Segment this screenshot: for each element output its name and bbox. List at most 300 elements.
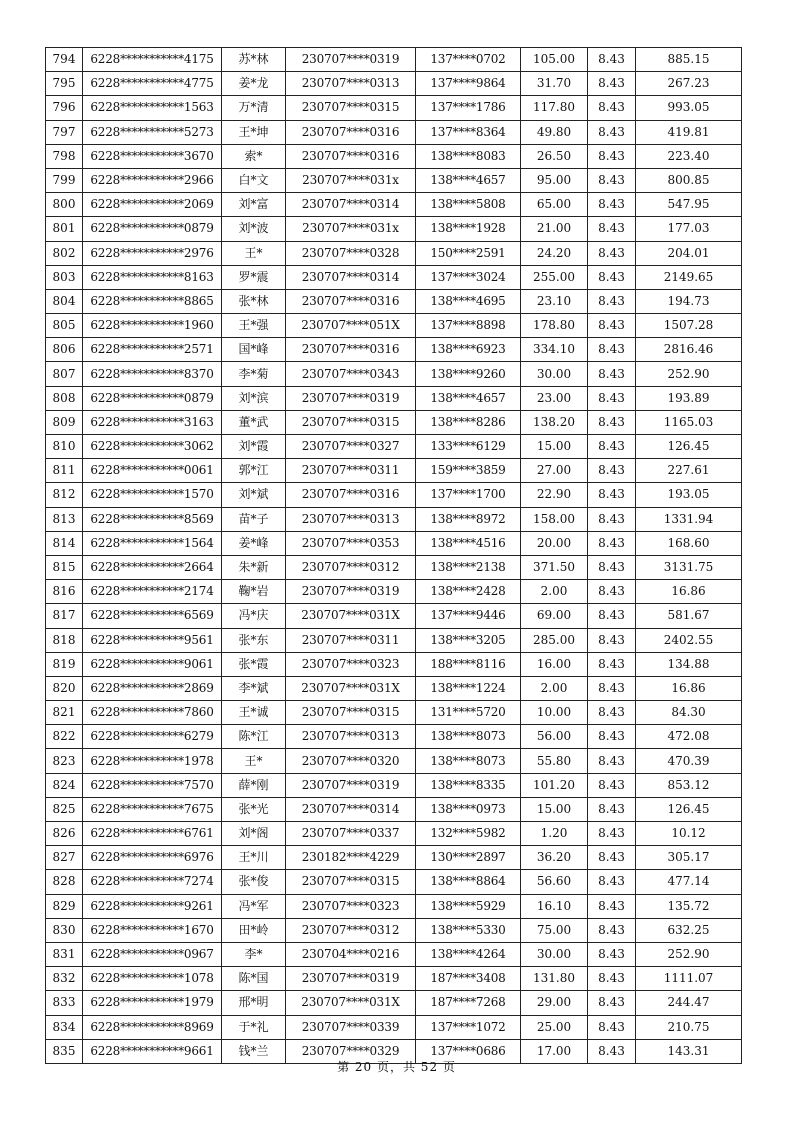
table-row <box>46 362 742 386</box>
table-row <box>46 314 742 338</box>
name-cell: 张*东 <box>222 628 286 652</box>
quantity-cell: 55.80 <box>521 749 588 773</box>
quantity-cell: 36.20 <box>521 846 588 870</box>
row-number-cell: 831 <box>46 942 83 966</box>
id-number-cell: 230707****0343 <box>286 362 416 386</box>
quantity-cell: 15.00 <box>521 797 588 821</box>
amount-cell: 800.85 <box>636 168 742 192</box>
unit-price-cell: 8.43 <box>588 265 636 289</box>
phone-cell: 188****8116 <box>416 652 521 676</box>
row-number-cell: 810 <box>46 435 83 459</box>
id-number-cell: 230707****0315 <box>286 96 416 120</box>
id-number-cell: 230707****031x <box>286 217 416 241</box>
row-number-cell: 812 <box>46 483 83 507</box>
name-cell: 王*川 <box>222 846 286 870</box>
id-number-cell: 230707****0329 <box>286 1039 416 1063</box>
quantity-cell: 24.20 <box>521 241 588 265</box>
quantity-cell: 27.00 <box>521 459 588 483</box>
amount-cell: 193.05 <box>636 483 742 507</box>
name-cell: 王*坤 <box>222 120 286 144</box>
row-number-cell: 794 <box>46 48 83 72</box>
quantity-cell: 31.70 <box>521 72 588 96</box>
name-cell: 张*霞 <box>222 652 286 676</box>
bank-card-cell: 6228***********8969 <box>83 1015 222 1039</box>
id-number-cell: 230707****031X <box>286 604 416 628</box>
phone-cell: 137****8898 <box>416 314 521 338</box>
amount-cell: 1165.03 <box>636 410 742 434</box>
bank-card-cell: 6228***********6761 <box>83 822 222 846</box>
quantity-cell: 101.20 <box>521 773 588 797</box>
row-number-cell: 818 <box>46 628 83 652</box>
table-row <box>46 48 742 72</box>
phone-cell: 137****9864 <box>416 72 521 96</box>
unit-price-cell: 8.43 <box>588 967 636 991</box>
unit-price-cell: 8.43 <box>588 870 636 894</box>
table-row <box>46 701 742 725</box>
name-cell: 刘*富 <box>222 193 286 217</box>
row-number-cell: 822 <box>46 725 83 749</box>
table-row <box>46 1015 742 1039</box>
unit-price-cell: 8.43 <box>588 531 636 555</box>
bank-card-cell: 6228***********7274 <box>83 870 222 894</box>
table-row <box>46 120 742 144</box>
name-cell: 张*光 <box>222 797 286 821</box>
quantity-cell: 22.90 <box>521 483 588 507</box>
id-number-cell: 230707****051X <box>286 314 416 338</box>
phone-cell: 138****9260 <box>416 362 521 386</box>
name-cell: 董*武 <box>222 410 286 434</box>
phone-cell: 138****4264 <box>416 942 521 966</box>
quantity-cell: 17.00 <box>521 1039 588 1063</box>
amount-cell: 2149.65 <box>636 265 742 289</box>
name-cell: 王* <box>222 241 286 265</box>
row-number-cell: 828 <box>46 870 83 894</box>
unit-price-cell: 8.43 <box>588 725 636 749</box>
quantity-cell: 30.00 <box>521 942 588 966</box>
amount-cell: 10.12 <box>636 822 742 846</box>
row-number-cell: 803 <box>46 265 83 289</box>
bank-card-cell: 6228***********1960 <box>83 314 222 338</box>
row-number-cell: 801 <box>46 217 83 241</box>
bank-card-cell: 6228***********8370 <box>83 362 222 386</box>
bank-card-cell: 6228***********8865 <box>83 289 222 313</box>
id-number-cell: 230704****0216 <box>286 942 416 966</box>
name-cell: 薛*刚 <box>222 773 286 797</box>
amount-cell: 993.05 <box>636 96 742 120</box>
name-cell: 王* <box>222 749 286 773</box>
amount-cell: 1507.28 <box>636 314 742 338</box>
id-number-cell: 230707****0337 <box>286 822 416 846</box>
name-cell: 李*菊 <box>222 362 286 386</box>
name-cell: 白*文 <box>222 168 286 192</box>
row-number-cell: 807 <box>46 362 83 386</box>
name-cell: 万*清 <box>222 96 286 120</box>
unit-price-cell: 8.43 <box>588 435 636 459</box>
amount-cell: 305.17 <box>636 846 742 870</box>
unit-price-cell: 8.43 <box>588 918 636 942</box>
name-cell: 朱*新 <box>222 555 286 579</box>
data-table-container <box>45 47 741 1064</box>
phone-cell: 187****3408 <box>416 967 521 991</box>
phone-cell: 137****1072 <box>416 1015 521 1039</box>
unit-price-cell: 8.43 <box>588 822 636 846</box>
name-cell: 王*强 <box>222 314 286 338</box>
table-row <box>46 241 742 265</box>
quantity-cell: 2.00 <box>521 580 588 604</box>
unit-price-cell: 8.43 <box>588 749 636 773</box>
amount-cell: 3131.75 <box>636 555 742 579</box>
amount-cell: 177.03 <box>636 217 742 241</box>
amount-cell: 126.45 <box>636 435 742 459</box>
amount-cell: 168.60 <box>636 531 742 555</box>
id-number-cell: 230707****0312 <box>286 555 416 579</box>
unit-price-cell: 8.43 <box>588 144 636 168</box>
name-cell: 索* <box>222 144 286 168</box>
bank-card-cell: 6228***********1978 <box>83 749 222 773</box>
name-cell: 刘*霞 <box>222 435 286 459</box>
id-number-cell: 230707****0314 <box>286 193 416 217</box>
unit-price-cell: 8.43 <box>588 241 636 265</box>
name-cell: 陈*江 <box>222 725 286 749</box>
table-row <box>46 507 742 531</box>
unit-price-cell: 8.43 <box>588 773 636 797</box>
amount-cell: 193.89 <box>636 386 742 410</box>
bank-card-cell: 6228***********2069 <box>83 193 222 217</box>
amount-cell: 84.30 <box>636 701 742 725</box>
row-number-cell: 830 <box>46 918 83 942</box>
phone-cell: 138****0973 <box>416 797 521 821</box>
table-row <box>46 483 742 507</box>
row-number-cell: 795 <box>46 72 83 96</box>
name-cell: 国*峰 <box>222 338 286 362</box>
row-number-cell: 815 <box>46 555 83 579</box>
table-body <box>46 48 742 1064</box>
id-number-cell: 230707****0320 <box>286 749 416 773</box>
bank-card-cell: 6228***********3062 <box>83 435 222 459</box>
amount-cell: 267.23 <box>636 72 742 96</box>
id-number-cell: 230707****0316 <box>286 483 416 507</box>
id-number-cell: 230707****031X <box>286 991 416 1015</box>
id-number-cell: 230707****0316 <box>286 144 416 168</box>
phone-cell: 137****0702 <box>416 48 521 72</box>
id-number-cell: 230707****0313 <box>286 507 416 531</box>
name-cell: 张*俊 <box>222 870 286 894</box>
name-cell: 刘*斌 <box>222 483 286 507</box>
id-number-cell: 230707****0313 <box>286 725 416 749</box>
subsidy-table <box>45 47 742 1064</box>
row-number-cell: 805 <box>46 314 83 338</box>
id-number-cell: 230707****0314 <box>286 265 416 289</box>
phone-cell: 137****9446 <box>416 604 521 628</box>
row-number-cell: 808 <box>46 386 83 410</box>
amount-cell: 252.90 <box>636 942 742 966</box>
amount-cell: 194.73 <box>636 289 742 313</box>
unit-price-cell: 8.43 <box>588 483 636 507</box>
name-cell: 姜*龙 <box>222 72 286 96</box>
name-cell: 苗*子 <box>222 507 286 531</box>
bank-card-cell: 6228***********3163 <box>83 410 222 434</box>
name-cell: 王*诚 <box>222 701 286 725</box>
table-row <box>46 652 742 676</box>
table-row <box>46 604 742 628</box>
unit-price-cell: 8.43 <box>588 459 636 483</box>
row-number-cell: 804 <box>46 289 83 313</box>
bank-card-cell: 6228***********7570 <box>83 773 222 797</box>
row-number-cell: 829 <box>46 894 83 918</box>
table-row <box>46 749 742 773</box>
unit-price-cell: 8.43 <box>588 846 636 870</box>
phone-cell: 138****2138 <box>416 555 521 579</box>
table-row <box>46 991 742 1015</box>
row-number-cell: 811 <box>46 459 83 483</box>
table-row <box>46 386 742 410</box>
phone-cell: 137****0686 <box>416 1039 521 1063</box>
table-row <box>46 894 742 918</box>
table-row <box>46 410 742 434</box>
unit-price-cell: 8.43 <box>588 362 636 386</box>
phone-cell: 138****6923 <box>416 338 521 362</box>
bank-card-cell: 6228***********5273 <box>83 120 222 144</box>
amount-cell: 210.75 <box>636 1015 742 1039</box>
name-cell: 张*林 <box>222 289 286 313</box>
row-number-cell: 796 <box>46 96 83 120</box>
phone-cell: 138****4657 <box>416 386 521 410</box>
row-number-cell: 813 <box>46 507 83 531</box>
table-row <box>46 676 742 700</box>
unit-price-cell: 8.43 <box>588 96 636 120</box>
quantity-cell: 285.00 <box>521 628 588 652</box>
amount-cell: 885.15 <box>636 48 742 72</box>
table-row <box>46 580 742 604</box>
amount-cell: 2402.55 <box>636 628 742 652</box>
row-number-cell: 826 <box>46 822 83 846</box>
bank-card-cell: 6228***********2571 <box>83 338 222 362</box>
quantity-cell: 56.00 <box>521 725 588 749</box>
unit-price-cell: 8.43 <box>588 120 636 144</box>
bank-card-cell: 6228***********1670 <box>83 918 222 942</box>
row-number-cell: 798 <box>46 144 83 168</box>
phone-cell: 138****2428 <box>416 580 521 604</box>
phone-cell: 138****5330 <box>416 918 521 942</box>
table-row <box>46 217 742 241</box>
row-number-cell: 809 <box>46 410 83 434</box>
quantity-cell: 75.00 <box>521 918 588 942</box>
row-number-cell: 800 <box>46 193 83 217</box>
bank-card-cell: 6228***********3670 <box>83 144 222 168</box>
quantity-cell: 371.50 <box>521 555 588 579</box>
quantity-cell: 10.00 <box>521 701 588 725</box>
phone-cell: 138****8286 <box>416 410 521 434</box>
amount-cell: 419.81 <box>636 120 742 144</box>
phone-cell: 138****4657 <box>416 168 521 192</box>
id-number-cell: 230707****0315 <box>286 870 416 894</box>
row-number-cell: 823 <box>46 749 83 773</box>
bank-card-cell: 6228***********9661 <box>83 1039 222 1063</box>
amount-cell: 16.86 <box>636 676 742 700</box>
id-number-cell: 230707****0315 <box>286 410 416 434</box>
quantity-cell: 69.00 <box>521 604 588 628</box>
quantity-cell: 29.00 <box>521 991 588 1015</box>
bank-card-cell: 6228***********1564 <box>83 531 222 555</box>
id-number-cell: 230707****0315 <box>286 701 416 725</box>
table-row <box>46 967 742 991</box>
unit-price-cell: 8.43 <box>588 72 636 96</box>
unit-price-cell: 8.43 <box>588 410 636 434</box>
name-cell: 于*礼 <box>222 1015 286 1039</box>
quantity-cell: 26.50 <box>521 144 588 168</box>
table-row <box>46 338 742 362</box>
unit-price-cell: 8.43 <box>588 48 636 72</box>
amount-cell: 632.25 <box>636 918 742 942</box>
id-number-cell: 230707****0316 <box>286 120 416 144</box>
bank-card-cell: 6228***********2664 <box>83 555 222 579</box>
amount-cell: 1111.07 <box>636 967 742 991</box>
bank-card-cell: 6228***********6569 <box>83 604 222 628</box>
quantity-cell: 49.80 <box>521 120 588 144</box>
row-number-cell: 797 <box>46 120 83 144</box>
bank-card-cell: 6228***********0879 <box>83 386 222 410</box>
table-row <box>46 459 742 483</box>
amount-cell: 143.31 <box>636 1039 742 1063</box>
id-number-cell: 230707****0353 <box>286 531 416 555</box>
amount-cell: 135.72 <box>636 894 742 918</box>
id-number-cell: 230707****0312 <box>286 918 416 942</box>
unit-price-cell: 8.43 <box>588 628 636 652</box>
name-cell: 姜*峰 <box>222 531 286 555</box>
row-number-cell: 832 <box>46 967 83 991</box>
row-number-cell: 833 <box>46 991 83 1015</box>
bank-card-cell: 6228***********1078 <box>83 967 222 991</box>
row-number-cell: 834 <box>46 1015 83 1039</box>
bank-card-cell: 6228***********6976 <box>83 846 222 870</box>
quantity-cell: 30.00 <box>521 362 588 386</box>
bank-card-cell: 6228***********6279 <box>83 725 222 749</box>
unit-price-cell: 8.43 <box>588 942 636 966</box>
quantity-cell: 138.20 <box>521 410 588 434</box>
bank-card-cell: 6228***********4775 <box>83 72 222 96</box>
phone-cell: 138****4695 <box>416 289 521 313</box>
id-number-cell: 230707****0319 <box>286 386 416 410</box>
name-cell: 郭*江 <box>222 459 286 483</box>
id-number-cell: 230707****0314 <box>286 797 416 821</box>
id-number-cell: 230707****0323 <box>286 894 416 918</box>
phone-cell: 138****3205 <box>416 628 521 652</box>
row-number-cell: 821 <box>46 701 83 725</box>
phone-cell: 131****5720 <box>416 701 521 725</box>
unit-price-cell: 8.43 <box>588 676 636 700</box>
table-row <box>46 168 742 192</box>
row-number-cell: 819 <box>46 652 83 676</box>
unit-price-cell: 8.43 <box>588 991 636 1015</box>
quantity-cell: 20.00 <box>521 531 588 555</box>
quantity-cell: 65.00 <box>521 193 588 217</box>
phone-cell: 138****8972 <box>416 507 521 531</box>
quantity-cell: 16.00 <box>521 652 588 676</box>
phone-cell: 132****5982 <box>416 822 521 846</box>
row-number-cell: 820 <box>46 676 83 700</box>
bank-card-cell: 6228***********0967 <box>83 942 222 966</box>
quantity-cell: 15.00 <box>521 435 588 459</box>
table-row <box>46 797 742 821</box>
quantity-cell: 158.00 <box>521 507 588 531</box>
name-cell: 邢*明 <box>222 991 286 1015</box>
table-row <box>46 870 742 894</box>
phone-cell: 138****8073 <box>416 749 521 773</box>
id-number-cell: 230707****0311 <box>286 459 416 483</box>
row-number-cell: 817 <box>46 604 83 628</box>
quantity-cell: 16.10 <box>521 894 588 918</box>
quantity-cell: 178.80 <box>521 314 588 338</box>
id-number-cell: 230707****0311 <box>286 628 416 652</box>
phone-cell: 137****1786 <box>416 96 521 120</box>
table-row <box>46 193 742 217</box>
id-number-cell: 230707****0316 <box>286 289 416 313</box>
unit-price-cell: 8.43 <box>588 1015 636 1039</box>
name-cell: 刘*阁 <box>222 822 286 846</box>
table-row <box>46 72 742 96</box>
unit-price-cell: 8.43 <box>588 555 636 579</box>
id-number-cell: 230707****0313 <box>286 72 416 96</box>
unit-price-cell: 8.43 <box>588 1039 636 1063</box>
phone-cell: 150****2591 <box>416 241 521 265</box>
id-number-cell: 230707****031x <box>286 168 416 192</box>
row-number-cell: 824 <box>46 773 83 797</box>
unit-price-cell: 8.43 <box>588 289 636 313</box>
phone-cell: 138****5929 <box>416 894 521 918</box>
phone-cell: 159****3859 <box>416 459 521 483</box>
unit-price-cell: 8.43 <box>588 507 636 531</box>
name-cell: 田*岭 <box>222 918 286 942</box>
row-number-cell: 835 <box>46 1039 83 1063</box>
bank-card-cell: 6228***********0879 <box>83 217 222 241</box>
table-row <box>46 435 742 459</box>
unit-price-cell: 8.43 <box>588 652 636 676</box>
table-row <box>46 773 742 797</box>
name-cell: 陈*国 <box>222 967 286 991</box>
id-number-cell: 230707****0319 <box>286 967 416 991</box>
id-number-cell: 230182****4229 <box>286 846 416 870</box>
phone-cell: 138****8073 <box>416 725 521 749</box>
bank-card-cell: 6228***********8569 <box>83 507 222 531</box>
bank-card-cell: 6228***********2976 <box>83 241 222 265</box>
amount-cell: 853.12 <box>636 773 742 797</box>
bank-card-cell: 6228***********1563 <box>83 96 222 120</box>
bank-card-cell: 6228***********7675 <box>83 797 222 821</box>
phone-cell: 138****5808 <box>416 193 521 217</box>
table-row <box>46 628 742 652</box>
bank-card-cell: 6228***********2869 <box>83 676 222 700</box>
row-number-cell: 816 <box>46 580 83 604</box>
amount-cell: 126.45 <box>636 797 742 821</box>
phone-cell: 138****1224 <box>416 676 521 700</box>
quantity-cell: 23.10 <box>521 289 588 313</box>
name-cell: 刘*波 <box>222 217 286 241</box>
amount-cell: 547.95 <box>636 193 742 217</box>
bank-card-cell: 6228***********2174 <box>83 580 222 604</box>
phone-cell: 138****1928 <box>416 217 521 241</box>
id-number-cell: 230707****031X <box>286 676 416 700</box>
table-row <box>46 289 742 313</box>
quantity-cell: 131.80 <box>521 967 588 991</box>
table-row <box>46 725 742 749</box>
phone-cell: 137****1700 <box>416 483 521 507</box>
table-row <box>46 846 742 870</box>
unit-price-cell: 8.43 <box>588 894 636 918</box>
id-number-cell: 230707****0319 <box>286 48 416 72</box>
unit-price-cell: 8.43 <box>588 797 636 821</box>
unit-price-cell: 8.43 <box>588 580 636 604</box>
page-number-footer: 第 20 页，共 52 页 <box>337 1060 456 1074</box>
